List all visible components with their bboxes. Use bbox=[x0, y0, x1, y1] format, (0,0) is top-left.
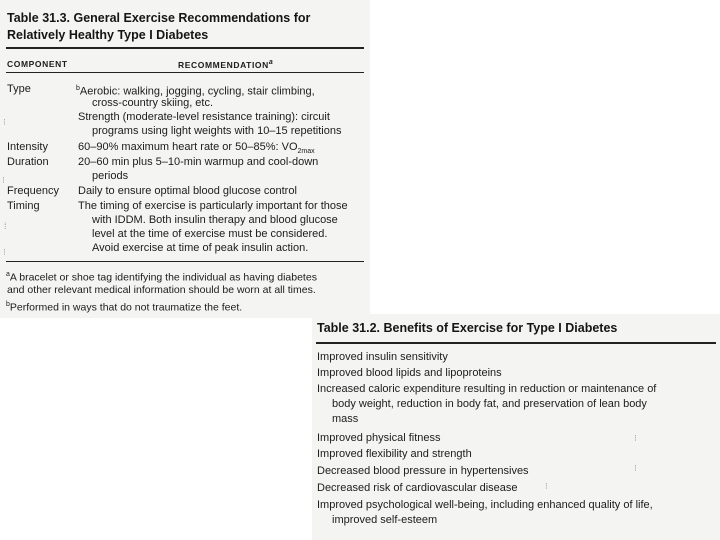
scan-artifact: ⁞ bbox=[4, 221, 7, 231]
footnote-mark: a bbox=[268, 59, 274, 66]
benefit-item: Increased caloric expenditure resulting in reduction or maintenance of bbox=[317, 383, 657, 395]
footnote-text: A bracelet or shoe tag identifying the individual as having diabetes bbox=[9, 271, 317, 284]
footnote-a-continued: and other relevant medical information should be worn at all times. bbox=[7, 284, 316, 296]
table-31-2-title: Table 31.2. Benefits of Exercise for Type I Diabetes bbox=[317, 321, 618, 335]
recommendation-line: Strength (moderate-level resistance training): circuit bbox=[78, 111, 330, 123]
footnote-mark: b bbox=[76, 85, 80, 92]
table-31-3 bbox=[0, 0, 370, 318]
row-label-timing: Timing bbox=[7, 200, 40, 212]
recommendation-line: The timing of exercise is particularly important for those bbox=[78, 200, 348, 212]
footnote-mark: a bbox=[6, 271, 10, 278]
scan-artifact: ⁝ bbox=[634, 433, 637, 443]
recommendation-text: Aerobic: walking, jogging, cycling, stair climbing, bbox=[79, 85, 315, 98]
header-rule bbox=[6, 72, 364, 73]
column-header-component: COMPONENT bbox=[7, 59, 68, 69]
column-header-recommendation bbox=[178, 59, 273, 70]
footnote-text: Performed in ways that do not traumatize the feet. bbox=[9, 301, 243, 314]
recommendation-line: 20–60 min plus 5–10-min warmup and cool-down bbox=[78, 156, 319, 168]
title-rule bbox=[6, 47, 364, 49]
vo2max-subscript: 2max bbox=[297, 148, 315, 156]
footnote-b bbox=[6, 298, 242, 315]
recommendation-text: 60–90% maximum heart rate or 50–85%: VO bbox=[78, 141, 298, 153]
table-31-3-title-line1: Table 31.3. General Exercise Recommendations for bbox=[7, 11, 311, 25]
benefit-item: Improved psychological well-being, including enhanced quality of life, bbox=[317, 499, 653, 511]
title-rule bbox=[316, 342, 716, 344]
benefit-item-continued: improved self-esteem bbox=[332, 514, 438, 526]
recommendation-line: level at the time of exercise must be considered. bbox=[92, 228, 328, 240]
scan-artifact: ⁝ bbox=[2, 175, 5, 185]
row-label-type: Type bbox=[7, 83, 31, 95]
footnote-rule bbox=[6, 261, 364, 262]
benefit-item: Improved flexibility and strength bbox=[317, 448, 472, 460]
column-header-recommendation-label: RECOMMENDATION bbox=[178, 59, 269, 70]
row-label-duration: Duration bbox=[7, 156, 49, 168]
scan-artifact: ⁝ bbox=[545, 481, 548, 491]
table-31-2 bbox=[312, 314, 720, 540]
recommendation-line: Daily to ensure optimal blood glucose control bbox=[78, 185, 297, 197]
row-label-intensity: Intensity bbox=[7, 141, 48, 153]
scan-artifact: ⁝ bbox=[634, 463, 637, 473]
benefit-item-continued: body weight, reduction in body fat, and preservation of lean body bbox=[332, 398, 647, 410]
row-label-frequency: Frequency bbox=[7, 185, 59, 197]
benefit-item: Improved blood lipids and lipoproteins bbox=[317, 367, 502, 379]
recommendation-line: cross-country skiing, etc. bbox=[92, 97, 214, 109]
recommendation-line: programs using light weights with 10–15 repetitions bbox=[92, 125, 342, 137]
benefit-item: Decreased blood pressure in hypertensives bbox=[317, 465, 529, 477]
footnote-mark: b bbox=[6, 301, 10, 308]
benefit-item: Improved insulin sensitivity bbox=[317, 351, 448, 363]
recommendation-line: Avoid exercise at time of peak insulin action. bbox=[92, 242, 309, 254]
scan-artifact: ⁝ bbox=[3, 117, 6, 127]
benefit-item: Decreased risk of cardiovascular disease bbox=[317, 482, 518, 494]
benefit-item: Improved physical fitness bbox=[317, 432, 441, 444]
recommendation-line: with IDDM. Both insulin therapy and blood glucose bbox=[92, 214, 338, 226]
benefit-item-continued: mass bbox=[332, 413, 359, 425]
recommendation-line: periods bbox=[92, 170, 129, 182]
scan-artifact: ⁝ bbox=[3, 247, 6, 257]
table-31-3-title-line2: Relatively Healthy Type I Diabetes bbox=[7, 28, 209, 42]
